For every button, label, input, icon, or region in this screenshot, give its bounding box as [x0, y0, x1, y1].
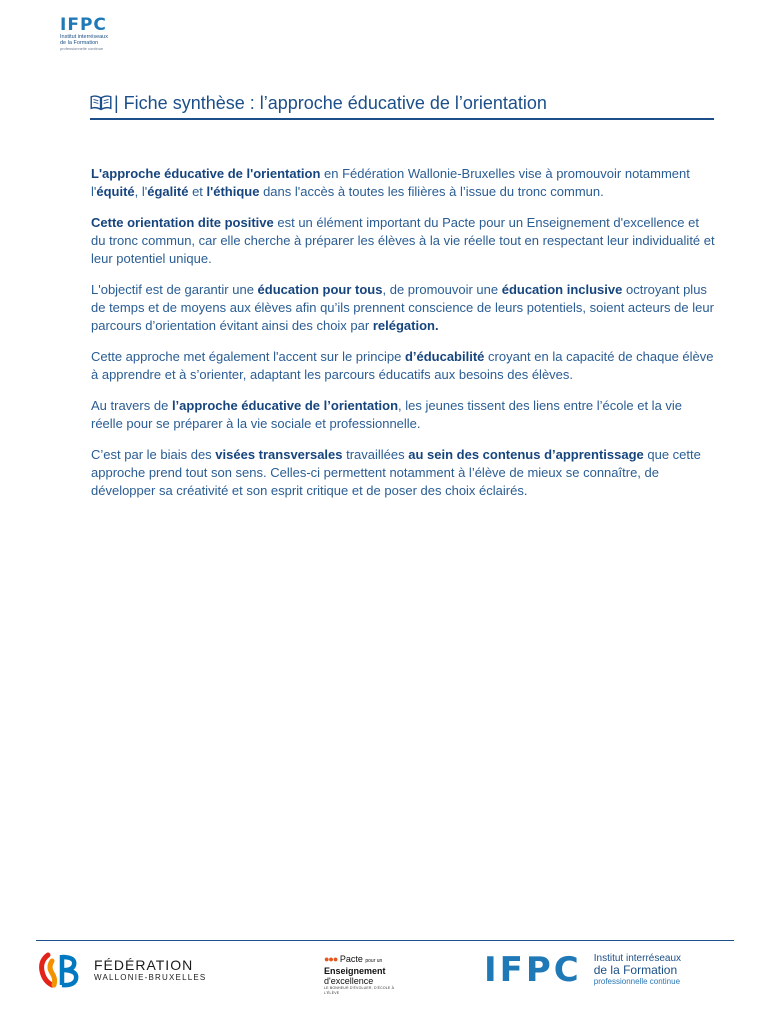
fwb-line2: WALLONIE-BRUXELLES — [94, 972, 207, 982]
fwb-logo — [38, 950, 218, 990]
emphasis-text: éducation inclusive — [501, 282, 623, 297]
ifpc-logo-line3: professionnelle continue — [60, 46, 104, 51]
emphasis-text: relégation. — [372, 318, 439, 333]
paragraph — [91, 214, 716, 268]
emphasis-text: visées transversales — [215, 447, 343, 462]
paragraph — [91, 348, 716, 384]
title-row — [90, 90, 714, 120]
body-text: , de promouvoir une — [382, 282, 502, 297]
emphasis-text: L'approche éducative de l'orientation — [91, 166, 321, 181]
body-text: que cette approche prend tout son sens. Celles-ci permettent notamment à l’élève de mieux se connaître, de développer sa créativité et son esprit critique et de poser des choix éclairés. — [91, 447, 701, 498]
body-text: L'objectif est de garantir une — [91, 282, 258, 297]
paragraph — [91, 397, 716, 433]
paragraph — [91, 165, 716, 201]
pacte-tagline: LE BONHEUR D'ÉVOLUER, D'ÉCOLE À L'ÉLÈVE — [324, 986, 395, 995]
body-text: en Fédération Wallonie-Bruxelles vise à promouvoir notamment l' — [91, 166, 690, 199]
emphasis-text: éducation pour tous — [257, 282, 383, 297]
emphasis-text: Cette orientation dite positive — [91, 215, 274, 230]
body-text: travaillées — [342, 447, 409, 462]
pacte-line3: d'excellence — [324, 976, 374, 986]
emphasis-text: au sein des contenus d’apprentissage — [408, 447, 644, 462]
paragraph — [91, 446, 716, 500]
synthesis-body — [91, 165, 716, 513]
body-text: et — [188, 184, 207, 199]
pacte-small: pour un — [365, 958, 383, 964]
ifpc-footer-line2: de la Formation — [593, 963, 678, 977]
emphasis-text: égalité — [147, 184, 189, 199]
book-open-icon — [90, 95, 112, 111]
footer-divider — [36, 940, 734, 941]
emphasis-text: d’éducabilité — [404, 349, 485, 364]
pacte-line2: Enseignement — [324, 966, 386, 976]
body-text: dans l'accès à toutes les filières à l’issue du tronc commun. — [259, 184, 604, 199]
fwb-emblem-icon — [38, 951, 82, 989]
fwb-line1: FÉDÉRATION — [94, 956, 194, 973]
body-text: octroyant plus de temps et de moyens aux élèves afin qu’ils prennent conscience de leurs potentiels, soient acteurs de leur parcours d’orientation évitant ainsi des choix par — [91, 282, 714, 333]
pacte-logo — [324, 954, 404, 994]
ifpc-footer-line1: Institut interréseaux — [593, 953, 682, 964]
ifpc-footer-line3: professionnelle continue — [593, 977, 681, 986]
ifpc-footer-logo — [484, 948, 734, 992]
pacte-line1: Pacte — [339, 954, 363, 964]
ifpc-footer-mark: IFPC — [484, 950, 582, 990]
body-text: croyant en la capacité de chaque élève à apprendre et à s’orienter, adaptant les parcours éducatifs aux besoins des élèves. — [91, 349, 714, 382]
emphasis-text: équité — [96, 184, 135, 199]
paragraph — [91, 281, 716, 335]
emphasis-text: l’approche éducative de l’orientation — [171, 398, 399, 413]
body-text: Cette approche met également l'accent sur le principe — [91, 349, 405, 364]
ifpc-logo-line2: de la Formation — [60, 40, 99, 46]
body-text: Au travers de — [91, 398, 172, 413]
emphasis-text: l'éthique — [206, 184, 260, 199]
ifpc-logo-mark: IFPC — [60, 15, 107, 35]
body-text: , les jeunes tissent des liens entre l’école et la vie réelle pour se préparer à la vie sociale et professionnelle. — [91, 398, 683, 431]
pacte-dots-icon: ●●● — [324, 954, 338, 964]
ifpc-logo-line1: Institut interréseaux — [60, 34, 108, 40]
ifpc-header-logo — [60, 16, 140, 56]
body-text: , l' — [134, 184, 148, 199]
page-title: | Fiche synthèse : l’approche éducative de l’orientation — [114, 93, 547, 113]
body-text: C’est par le biais des — [91, 447, 216, 462]
body-text: est un élément important du Pacte pour un Enseignement d'excellence et du tronc commun, car elle cherche à préparer les élèves à la vie réelle tout en respectant leur individualité et leur potentiel unique. — [91, 215, 715, 266]
